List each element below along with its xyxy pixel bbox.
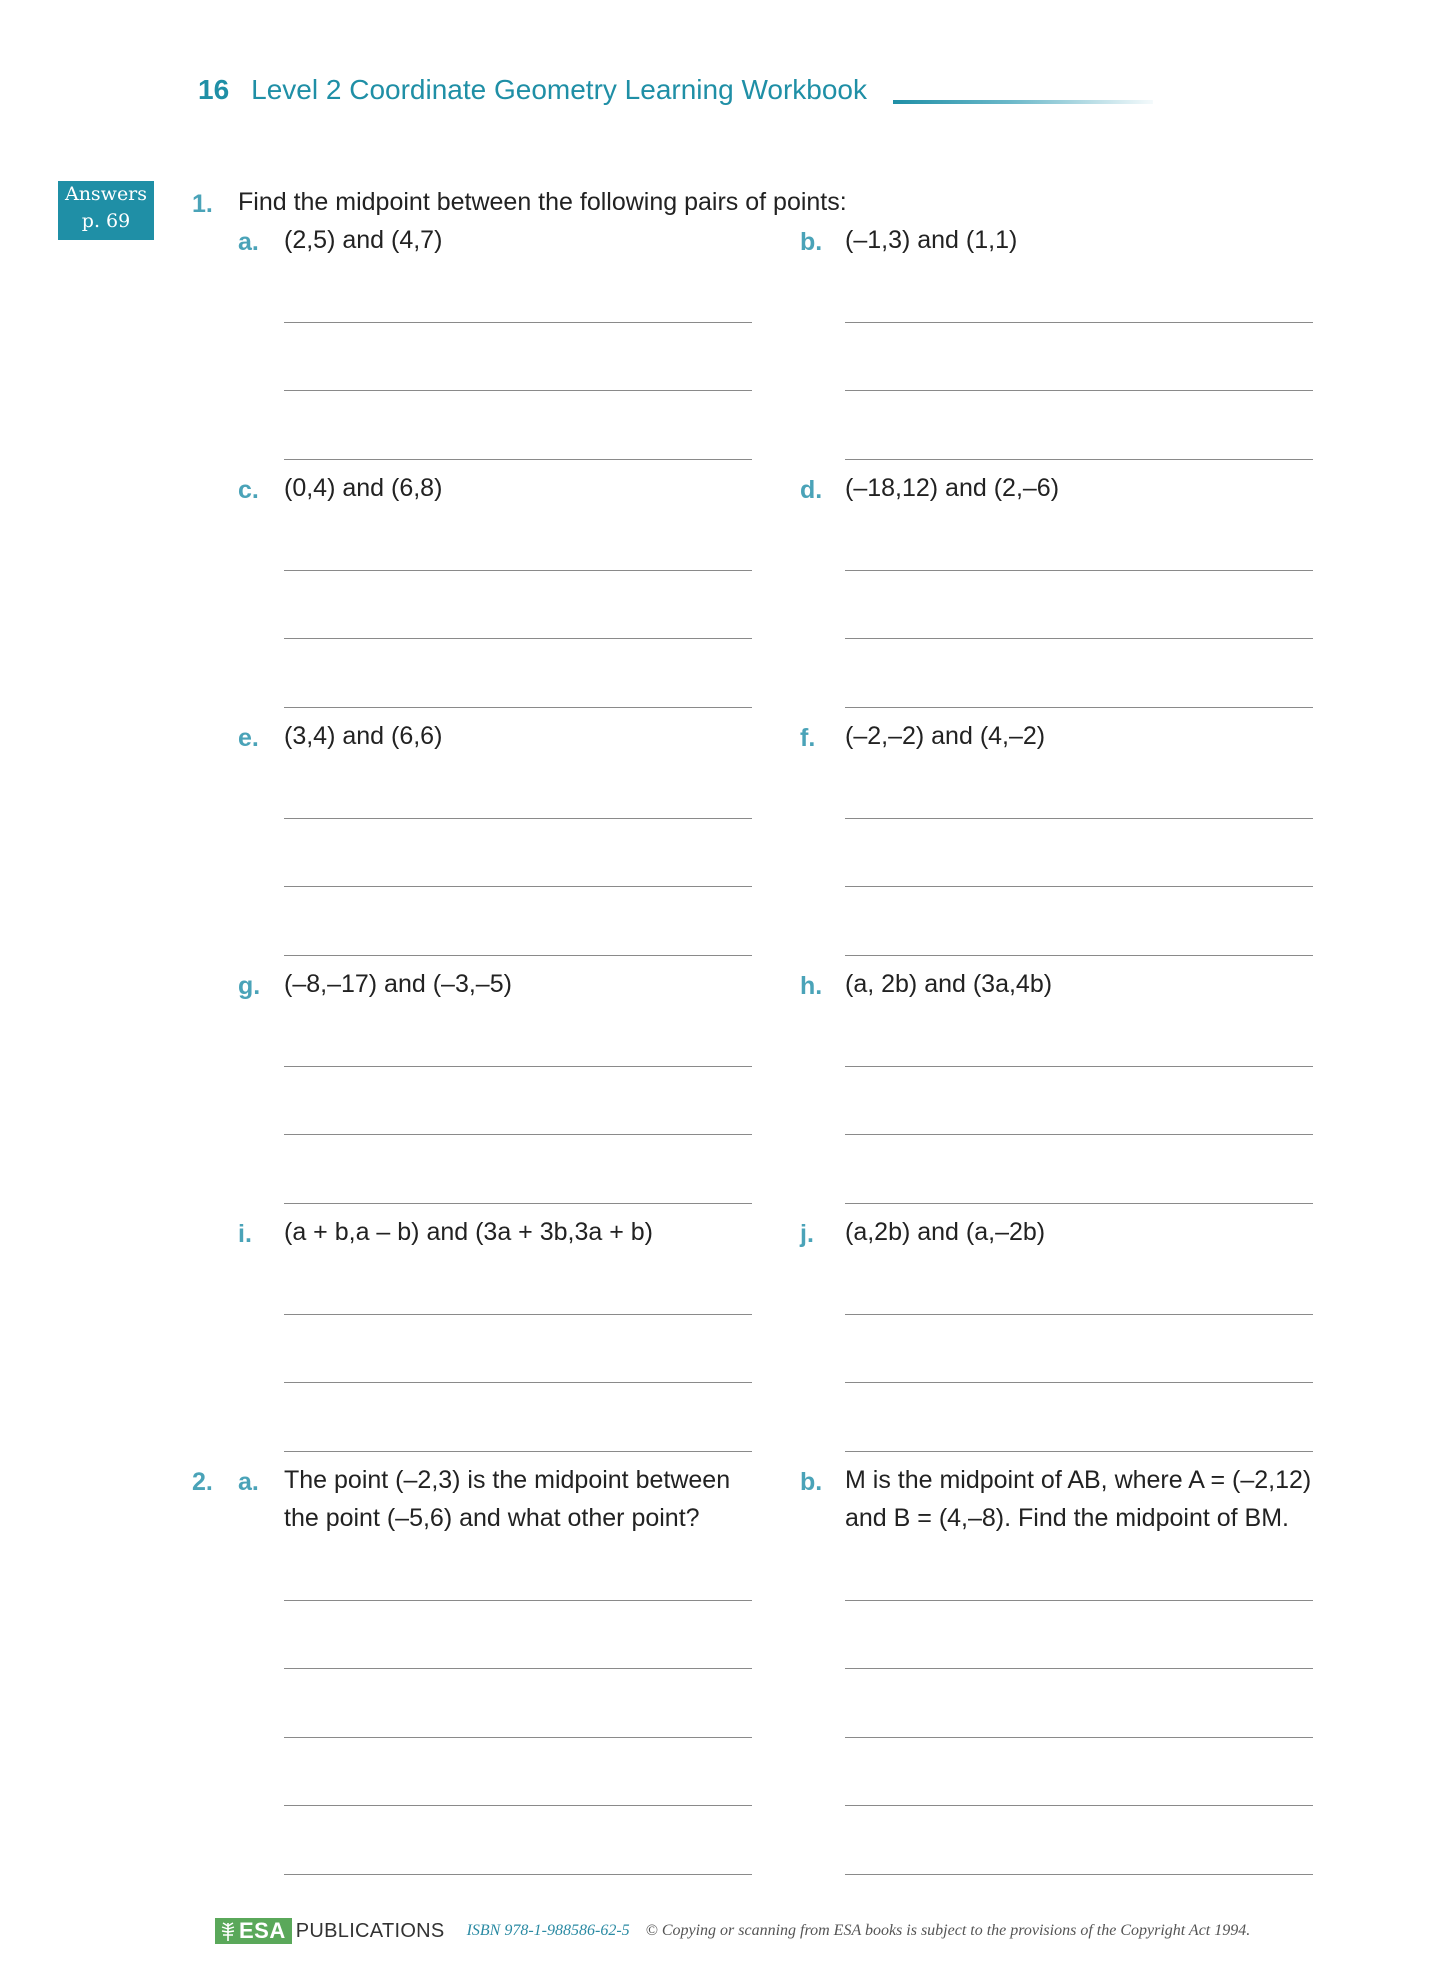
answer-line-2b3[interactable] [845, 1737, 1313, 1738]
answer-line-a3[interactable] [284, 459, 752, 460]
page-footer [215, 1916, 1250, 1946]
logo-publications-text: PUBLICATIONS [295, 1919, 445, 1942]
answer-line-a1[interactable] [284, 322, 752, 323]
fern-icon [219, 1920, 237, 1942]
answer-line-h1[interactable] [845, 1066, 1313, 1067]
isbn: ISBN 978-1-988586-62-5 [466, 1922, 630, 1939]
q2-part-a-letter: a. [238, 1468, 259, 1496]
answer-line-2b1[interactable] [845, 1600, 1313, 1601]
answer-line-d3[interactable] [845, 707, 1313, 708]
answer-line-h3[interactable] [845, 1203, 1313, 1204]
part-d-text: (–18,12) and (2,–6) [845, 474, 1060, 502]
answer-line-f2[interactable] [845, 886, 1313, 887]
running-header [198, 74, 867, 114]
answer-line-i1[interactable] [284, 1314, 752, 1315]
answer-line-j3[interactable] [845, 1451, 1313, 1452]
answer-line-2a2[interactable] [284, 1668, 752, 1669]
answers-reference-box [58, 181, 154, 240]
part-a-text: (2,5) and (4,7) [284, 226, 443, 254]
part-b-text: (–1,3) and (1,1) [845, 226, 1018, 254]
part-h-letter: h. [800, 972, 823, 1000]
answer-line-2b5[interactable] [845, 1874, 1313, 1875]
q2-part-b-letter: b. [800, 1468, 823, 1496]
answer-line-h2[interactable] [845, 1134, 1313, 1135]
answer-line-j2[interactable] [845, 1382, 1313, 1383]
answer-line-2a3[interactable] [284, 1737, 752, 1738]
answer-line-2b4[interactable] [845, 1805, 1313, 1806]
part-i-letter: i. [238, 1220, 252, 1248]
answer-line-g2[interactable] [284, 1134, 752, 1135]
part-h-text: (a, 2b) and (3a,4b) [845, 970, 1053, 998]
answer-line-f1[interactable] [845, 818, 1313, 819]
header-decorative-rule [893, 100, 1153, 104]
page-number: 16 [198, 74, 230, 105]
q2-part-a-line2: the point (–5,6) and what other point? [284, 1504, 700, 1532]
part-c-letter: c. [238, 476, 259, 504]
part-f-text: (–2,–2) and (4,–2) [845, 722, 1046, 750]
part-i-text: (a + b,a – b) and (3a + 3b,3a + b) [284, 1218, 654, 1246]
answer-line-e1[interactable] [284, 818, 752, 819]
answer-line-c2[interactable] [284, 638, 752, 639]
question-2-number: 2. [192, 1468, 213, 1496]
answers-label: Answers [64, 183, 148, 205]
copyright-notice: © Copying or scanning from ESA books is subject to the provisions of the Copyright Act 1994. [645, 1922, 1251, 1939]
answer-line-c1[interactable] [284, 570, 752, 571]
logo-esa-text: ESA [239, 1918, 286, 1943]
answer-line-j1[interactable] [845, 1314, 1313, 1315]
answer-line-e3[interactable] [284, 955, 752, 956]
q2-part-b-line2: and B = (4,–8). Find the midpoint of BM. [845, 1504, 1289, 1532]
answer-line-2a4[interactable] [284, 1805, 752, 1806]
q2-part-b-line1: M is the midpoint of AB, where A = (–2,12) [845, 1466, 1312, 1494]
part-e-letter: e. [238, 724, 259, 752]
answer-line-i2[interactable] [284, 1382, 752, 1383]
q2-part-a-line1: The point (–2,3) is the midpoint between [284, 1466, 731, 1494]
part-j-letter: j. [800, 1220, 814, 1248]
answer-line-d2[interactable] [845, 638, 1313, 639]
part-g-letter: g. [238, 972, 261, 1000]
part-g-text: (–8,–17) and (–3,–5) [284, 970, 512, 998]
question-1-prompt: Find the midpoint between the following pairs of points: [238, 188, 847, 216]
answer-line-d1[interactable] [845, 570, 1313, 571]
answer-line-c3[interactable] [284, 707, 752, 708]
esa-logo [215, 1918, 292, 1944]
part-d-letter: d. [800, 476, 823, 504]
answer-line-f3[interactable] [845, 955, 1313, 956]
answer-line-a2[interactable] [284, 390, 752, 391]
part-a-letter: a. [238, 228, 259, 256]
answers-page: p. 69 [81, 210, 131, 232]
part-c-text: (0,4) and (6,8) [284, 474, 443, 502]
part-f-letter: f. [800, 724, 816, 752]
answer-line-g3[interactable] [284, 1203, 752, 1204]
answer-line-2b2[interactable] [845, 1668, 1313, 1669]
part-e-text: (3,4) and (6,6) [284, 722, 443, 750]
answer-line-e2[interactable] [284, 886, 752, 887]
workbook-title: Level 2 Coordinate Geometry Learning Workbook [251, 74, 867, 105]
answer-line-b2[interactable] [845, 390, 1313, 391]
part-b-letter: b. [800, 228, 823, 256]
answer-line-2a5[interactable] [284, 1874, 752, 1875]
question-1-number: 1. [192, 190, 213, 218]
answer-line-g1[interactable] [284, 1066, 752, 1067]
answer-line-i3[interactable] [284, 1451, 752, 1452]
part-j-text: (a,2b) and (a,–2b) [845, 1218, 1046, 1246]
answer-line-b1[interactable] [845, 322, 1313, 323]
answer-line-b3[interactable] [845, 459, 1313, 460]
answer-line-2a1[interactable] [284, 1600, 752, 1601]
